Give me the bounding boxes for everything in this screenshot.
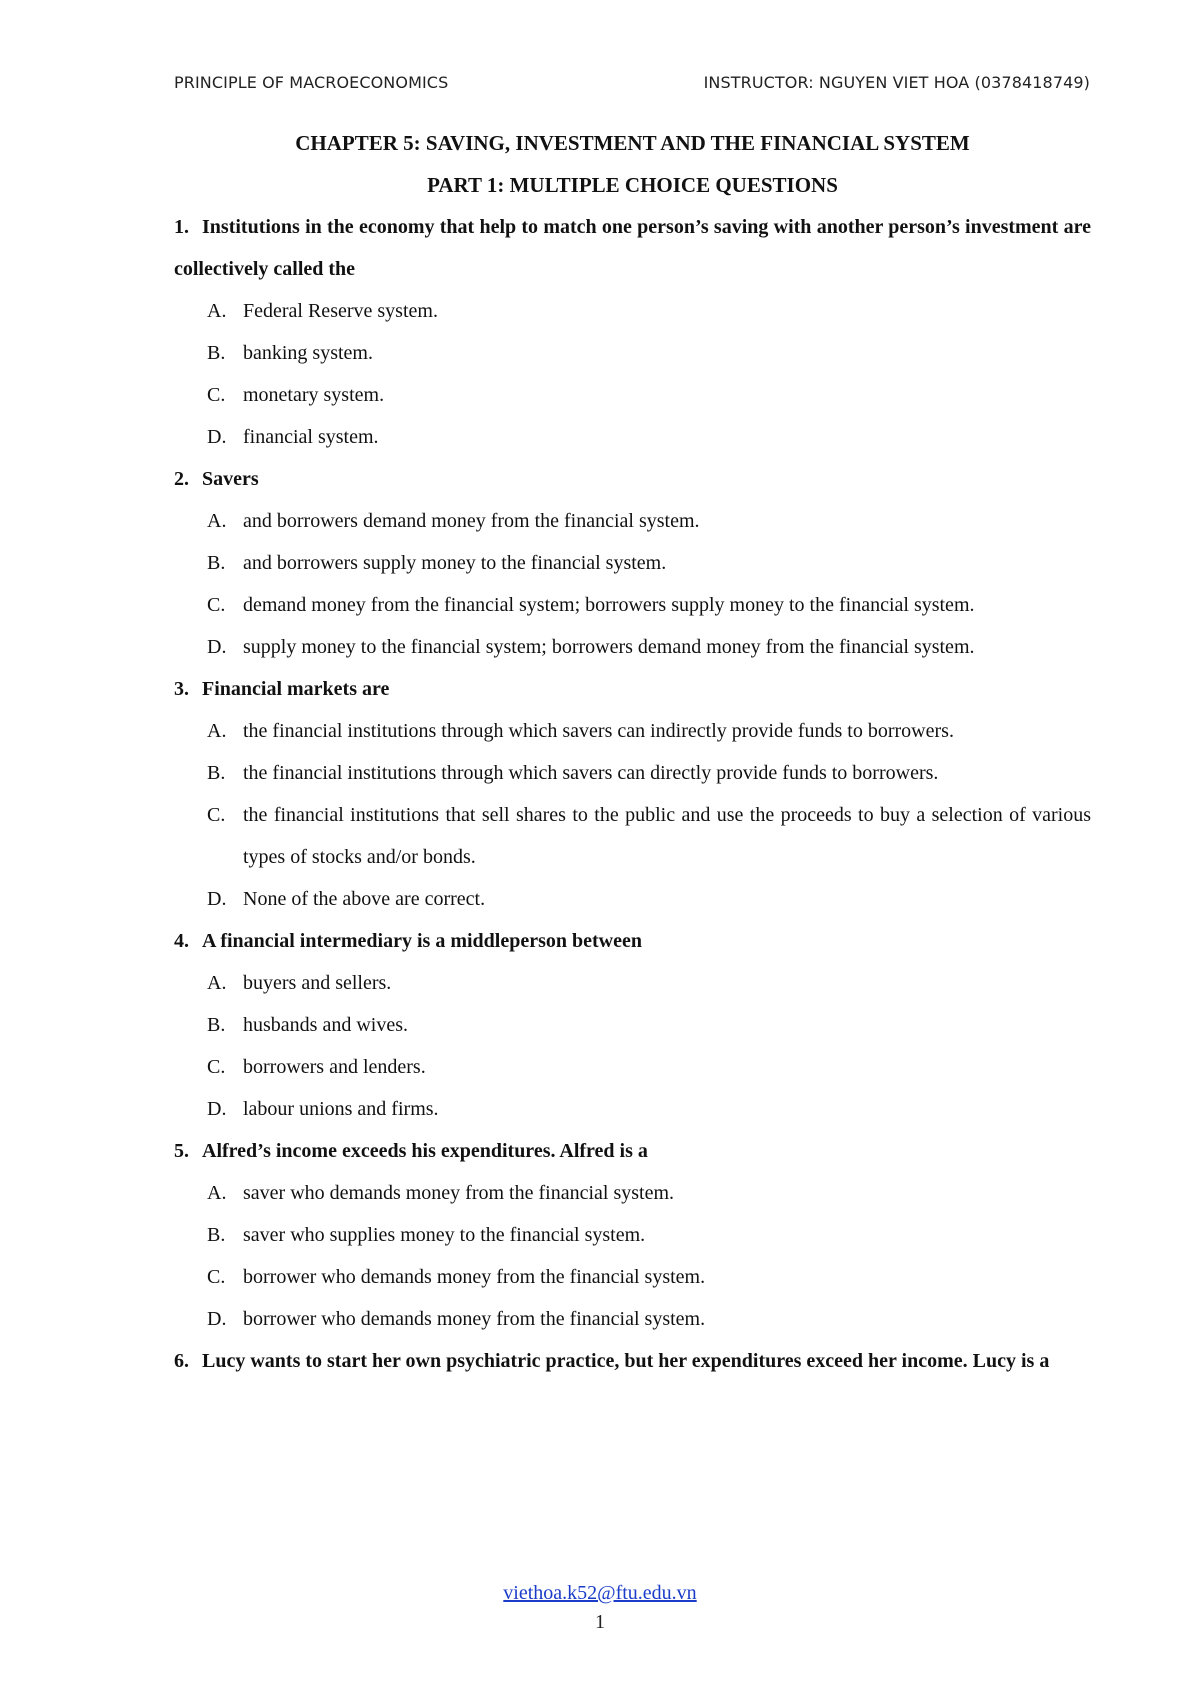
question-list — [174, 206, 1091, 1382]
option-letter: C. — [207, 1056, 226, 1078]
answer-option — [174, 374, 1091, 416]
question-text: Alfred’s income exceeds his expenditures. Alfred is a — [202, 1140, 648, 1162]
instructor-info: INSTRUCTOR: NGUYEN VIET HOA (0378418749) — [703, 73, 1090, 92]
answer-option — [174, 1004, 1091, 1046]
answer-options — [174, 962, 1091, 1130]
option-letter: C. — [207, 1266, 226, 1288]
question-text: Lucy wants to start her own psychiatric practice, but her expenditures exceed her income. Lucy is a — [202, 1350, 1050, 1372]
option-letter: C. — [207, 594, 226, 616]
question-text: Institutions in the economy that help to match one person’s saving with another person’s investment are collectively called the — [174, 216, 1091, 280]
option-text: buyers and sellers. — [243, 972, 392, 994]
answer-option — [174, 1088, 1091, 1130]
option-text: None of the above are correct. — [243, 888, 486, 910]
option-letter: B. — [207, 1014, 226, 1036]
question-text: Financial markets are — [202, 678, 390, 700]
answer-option — [174, 416, 1091, 458]
answer-option — [174, 1256, 1091, 1298]
option-letter: A. — [207, 1182, 227, 1204]
question-number: 5. — [174, 1140, 189, 1162]
question-3 — [174, 668, 1091, 920]
answer-option — [174, 542, 1091, 584]
option-text: saver who supplies money to the financial system. — [243, 1224, 646, 1246]
question-stem — [174, 1340, 1091, 1382]
part-title: PART 1: MULTIPLE CHOICE QUESTIONS — [427, 173, 838, 197]
answer-option — [174, 626, 1091, 668]
option-text: banking system. — [243, 342, 373, 364]
question-number: 6. — [174, 1350, 189, 1372]
option-letter: B. — [207, 762, 226, 784]
question-2 — [174, 458, 1091, 668]
question-number: 4. — [174, 930, 189, 952]
answer-option — [174, 752, 1091, 794]
question-text: A financial intermediary is a middleperson between — [202, 930, 642, 952]
option-letter: A. — [207, 300, 227, 322]
option-text: financial system. — [243, 426, 379, 448]
option-letter: C. — [207, 804, 226, 826]
option-letter: B. — [207, 342, 226, 364]
option-letter: D. — [207, 1308, 227, 1330]
option-text: the financial institutions through which savers can directly provide funds to borrowers. — [243, 762, 939, 784]
option-letter: A. — [207, 972, 227, 994]
question-stem — [174, 206, 1091, 290]
question-1 — [174, 206, 1091, 458]
option-text: labour unions and firms. — [243, 1098, 439, 1120]
page-number: 1 — [595, 1611, 605, 1633]
answer-option — [174, 1298, 1091, 1340]
option-letter: B. — [207, 1224, 226, 1246]
question-stem — [174, 1130, 1091, 1172]
option-letter: D. — [207, 426, 227, 448]
option-text: and borrowers demand money from the financial system. — [243, 510, 700, 532]
answer-option — [174, 878, 1091, 920]
option-text: husbands and wives. — [243, 1014, 408, 1036]
option-letter: B. — [207, 552, 226, 574]
answer-options — [174, 500, 1091, 668]
option-text: saver who demands money from the financial system. — [243, 1182, 674, 1204]
answer-option — [174, 584, 1091, 626]
option-letter: A. — [207, 720, 227, 742]
answer-option — [174, 1172, 1091, 1214]
option-text: supply money to the financial system; borrowers demand money from the financial system. — [243, 636, 975, 658]
answer-option — [174, 500, 1091, 542]
option-text: borrowers and lenders. — [243, 1056, 426, 1078]
option-text: borrower who demands money from the financial system. — [243, 1266, 706, 1288]
document-body — [174, 122, 1091, 1382]
option-letter: C. — [207, 384, 226, 406]
option-text: demand money from the financial system; borrowers supply money to the financial system. — [243, 594, 975, 616]
answer-option — [174, 962, 1091, 1004]
course-name: PRINCIPLE OF MACROECONOMICS — [174, 73, 449, 92]
option-text: the financial institutions through which savers can indirectly provide funds to borrowers. — [243, 720, 954, 742]
answer-option — [174, 794, 1091, 878]
option-letter: D. — [207, 1098, 227, 1120]
answer-option — [174, 1046, 1091, 1088]
answer-option — [174, 1214, 1091, 1256]
answer-options — [174, 710, 1091, 920]
option-letter: D. — [207, 636, 227, 658]
option-text: borrower who demands money from the financial system. — [243, 1308, 706, 1330]
option-letter: A. — [207, 510, 227, 532]
question-6 — [174, 1340, 1091, 1382]
page-footer — [0, 1578, 1200, 1636]
question-number: 2. — [174, 468, 189, 490]
instructor-email-link[interactable]: viethoa.k52@ftu.edu.vn — [503, 1582, 697, 1604]
option-text: monetary system. — [243, 384, 385, 406]
option-text: the financial institutions that sell shares to the public and use the proceeds to buy a selection of various types of stocks and/or bonds. — [243, 804, 1091, 868]
option-text: and borrowers supply money to the financial system. — [243, 552, 667, 574]
chapter-title: CHAPTER 5: SAVING, INVESTMENT AND THE FINANCIAL SYSTEM — [295, 131, 970, 155]
answer-option — [174, 710, 1091, 752]
option-letter: D. — [207, 888, 227, 910]
question-stem — [174, 920, 1091, 962]
question-4 — [174, 920, 1091, 1130]
answer-options — [174, 1172, 1091, 1340]
question-number: 3. — [174, 678, 189, 700]
question-text: Savers — [202, 468, 259, 490]
running-header — [174, 73, 1090, 92]
answer-option — [174, 332, 1091, 374]
question-stem — [174, 458, 1091, 500]
answer-options — [174, 290, 1091, 458]
question-stem — [174, 668, 1091, 710]
option-text: Federal Reserve system. — [243, 300, 438, 322]
question-5 — [174, 1130, 1091, 1340]
question-number: 1. — [174, 216, 189, 238]
answer-option — [174, 290, 1091, 332]
